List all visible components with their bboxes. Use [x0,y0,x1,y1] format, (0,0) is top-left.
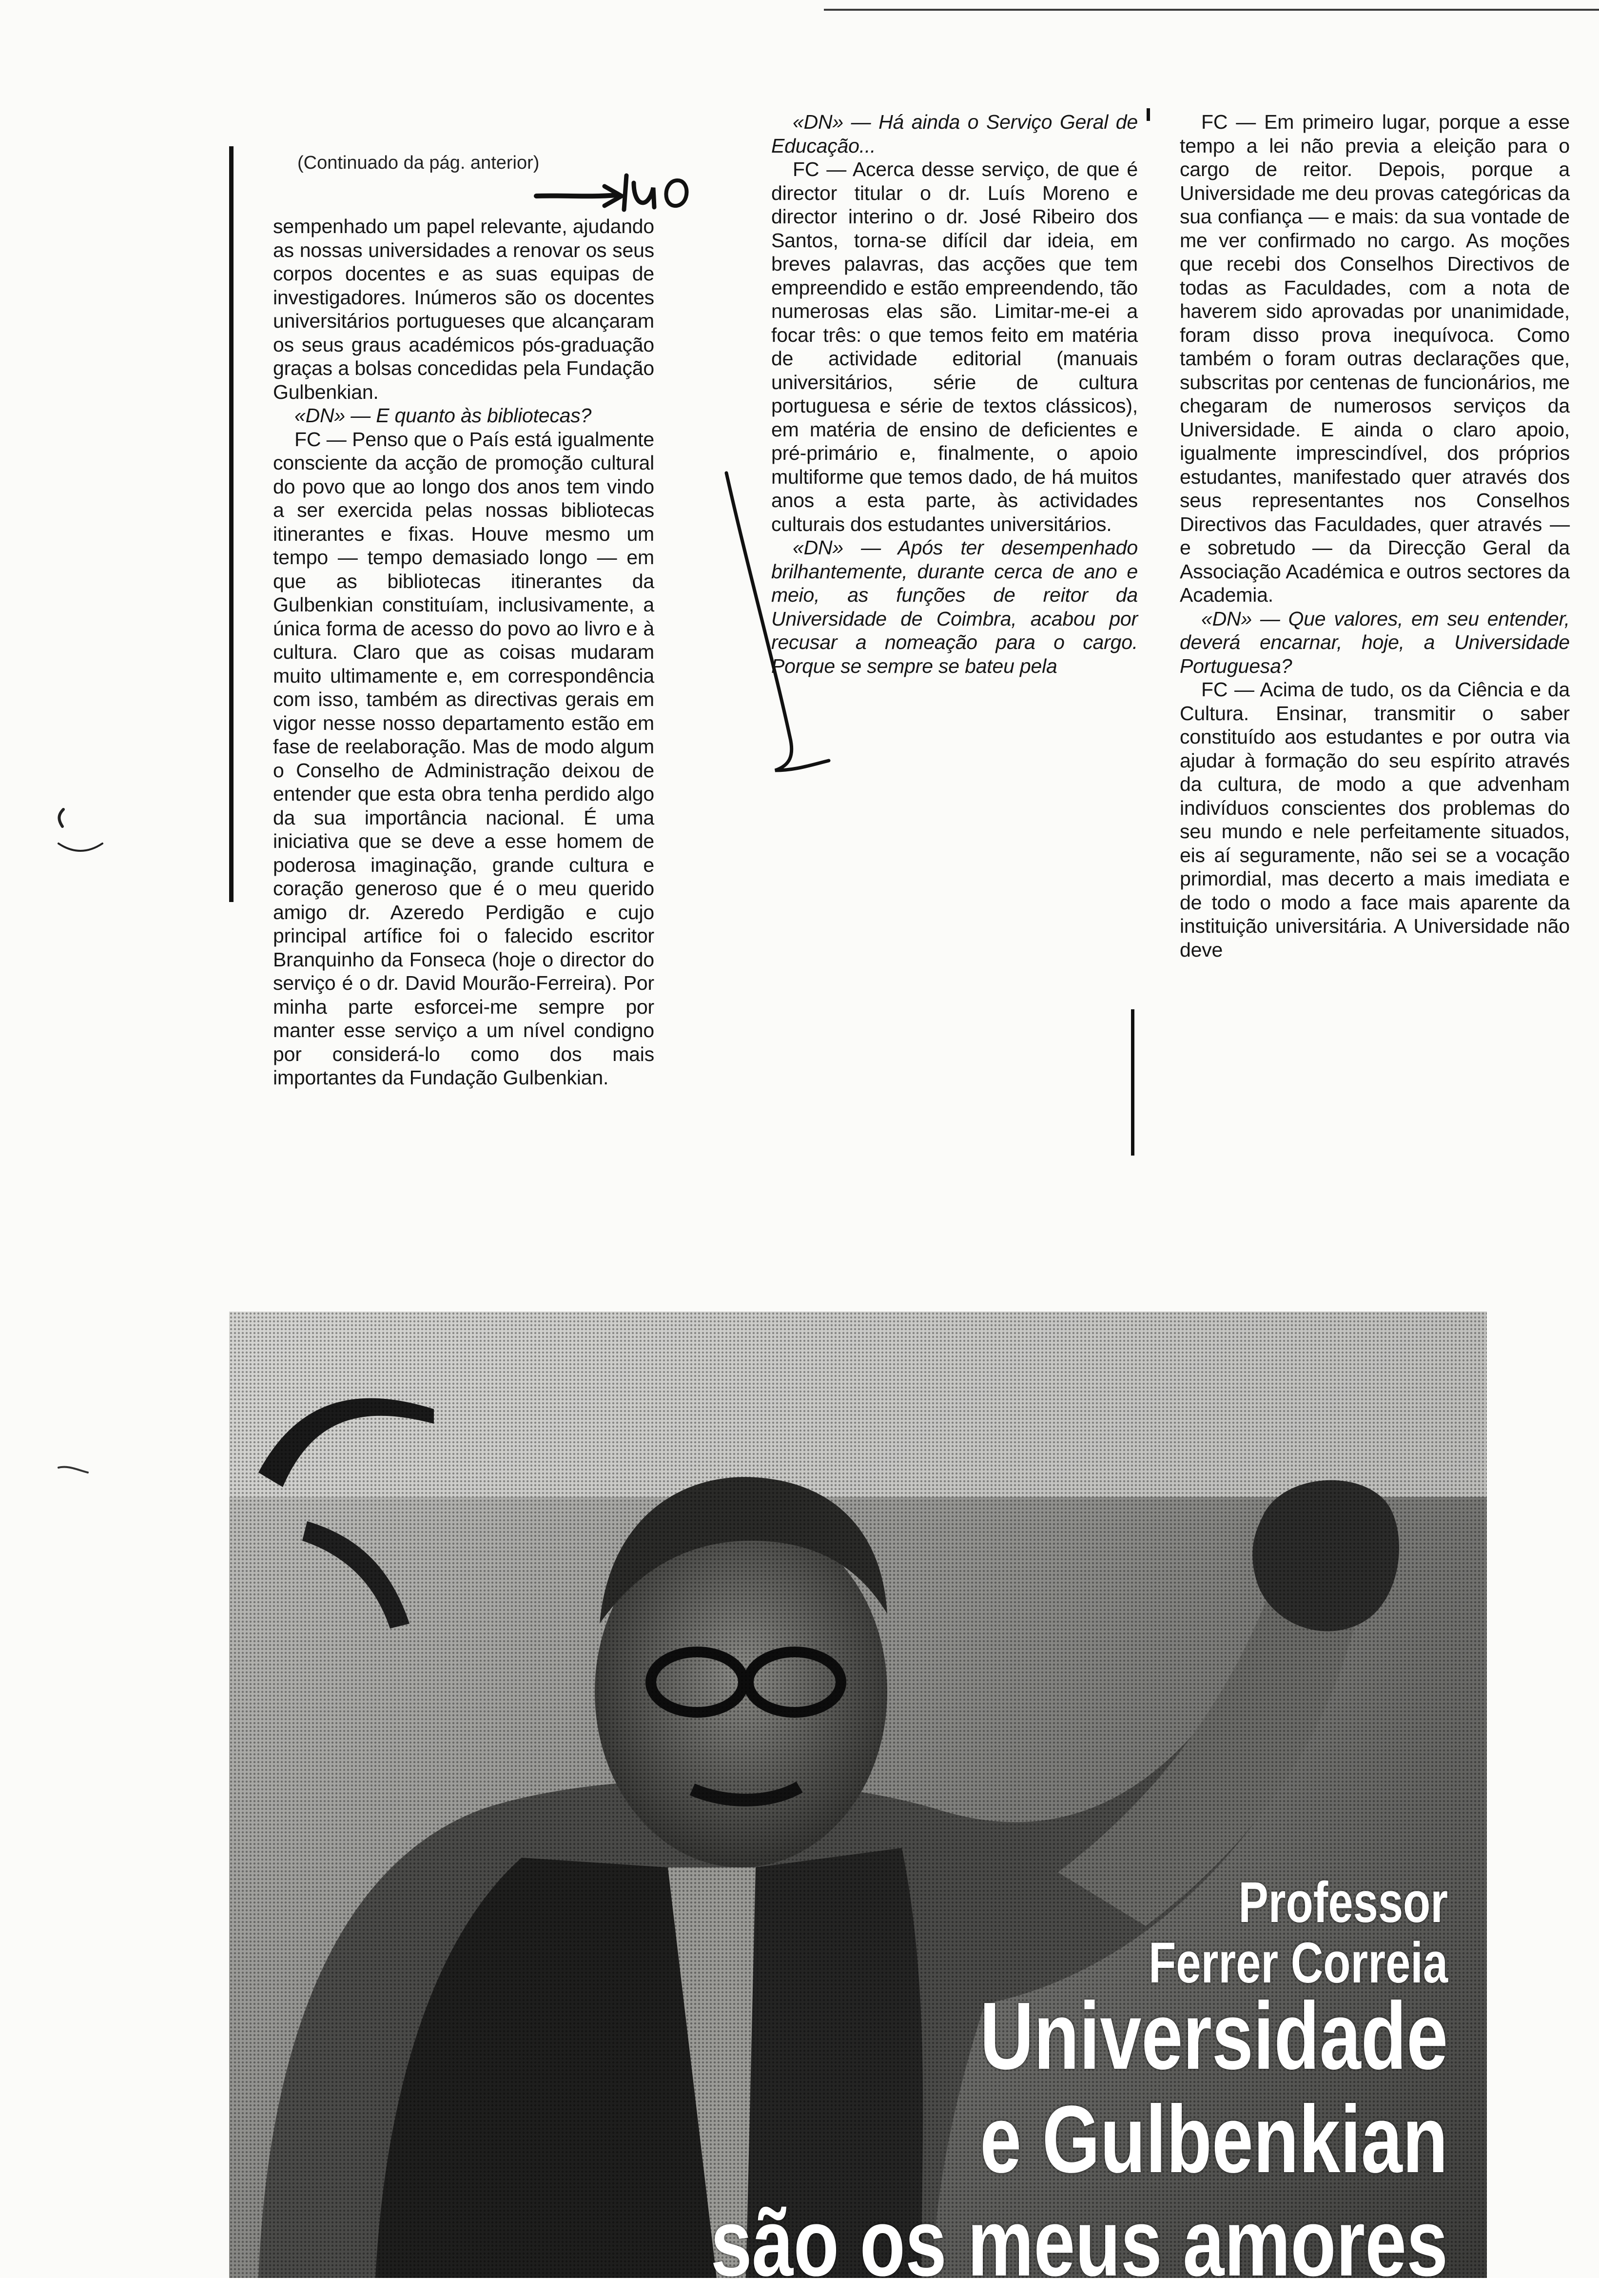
column1-question: «DN» — E quanto às bibliotecas? [294,404,592,427]
margin-stray-mark [54,1458,93,1482]
column2-paragraph: FC — Acerca desse serviço, de que é director titular o dr. Luís Moreno e director interino o dr. José Ribeiro dos Santos, torna-se difícil dar ideia, em breves palavras, das acções que tem empreendido e estão empreendendo, tão numerosas elas são. Limitar-me-ei a focar três: o que temos feito em matéria de actividade editorial (manuais universitários, série de cultura portuguesa e série de textos clássicos), em matéria de ensino de deficientes e pré-primário e, finalmente, o apoio multiforme que temos dado, de há muitos anos a esta parte, às actividades culturais dos estudantes universitários. [771,158,1138,535]
headline-title [710,1984,1448,2295]
kicker-line-professor: Professor [1238,1870,1448,1935]
left-column-rule [229,146,234,902]
kicker-line-name: Ferrer Correia [1149,1931,1448,1995]
margin-stray-mark [49,800,107,858]
column1-paragraph: FC — Penso que o País está igualmente consciente da acção de promoção cultural do povo que ao longo dos anos tem vindo a ser exercida pelas nossas bibliotecas itinerantes e fixas. Houve mesmo um tempo — tempo demasiado longo — em que as bibliotecas itinerantes da Gulbenkian constituíam, inclusivamente, a única forma de acesso do povo ao livro e à cultura. Claro que as coisas mudaram muito ultimamente e, em correspondência com isso, também as directivas gerais em vigor nesse nosso departamento estão em fase de reelaboração. Mas de modo algum o Conselho de Administração deixou de entender que esta obra tenha perdido algo da sua importância nacional. É uma iniciativa que se deve a esse homem de poderosa imaginação, grande cultura e coração generoso que é o meu querido amigo dr. Azeredo Perdigão e cujo principal artífice foi o falecido escritor Branquinho da Fonseca (hoje o director do serviço é o dr. David Mourão-Ferreira). Por minha parte esforcei-me sempre por manter esse serviço a um nível condigno por considerá-lo como dos mais importantes da Fundação Gulbenkian. [273,428,654,1089]
column3-paragraph: FC — Acima de tudo, os da Ciência e da Cultura. Ensinar, transmitir o saber constituído aos estudantes e por outra via ajudar à formação do seu espírito através da cultura, de modo a que advenham indivíduos conscientes dos problemas do seu mundo e nele perfeitamente situados, eis aí seguramente, não sei se a vocação primordial, mas decerto a mais imediata e de todo o modo a face mais aparente da instituição universitária. A Universidade não deve [1180,678,1570,961]
column3-paragraph: FC — Em primeiro lugar, porque a esse tempo a lei não previa a eleição para o cargo de reitor. Depois, porque a Universidade me deu provas categóricas da sua confiança — e mais: da sua vontade de me ver confirmado no cargo. As moções que recebi dos Conselhos Directivos de todas as Faculdades, com a nota de haverem sido aprovadas por unanimidade, foram disso prova inequívoca. Como também o foram outras declarações que, subscritas por centenas de funcionários, me chegaram de numerosos serviços da Universidade. E ainda o claro apoio, igualmente imprescindível, dos próprios estudantes, manifestado quer através dos seus representantes nos Conselhos Directivos das Faculdades, quer através — e sobretudo — da Direcção Geral da Associação Académica e outros sectores da Academia. [1180,111,1570,606]
article-column-1 [273,215,654,1090]
handwritten-bracket-mark [717,463,834,785]
top-edge-rule [824,9,1599,11]
headline-kicker [1149,1872,1448,1993]
title-line-2: e Gulbenkian [980,2086,1448,2193]
margin-tick-mark [1147,108,1150,121]
title-line-3: são os meus amores [710,2189,1448,2296]
column1-paragraph: sempenhado um papel relevante, ajudando as nossas universidades a renovar os seus corpos docentes e as suas equipas de investigadores. Inúmeros são os docentes universitários portugueses que alcançaram os seus graus académicos pós-graduação graças a bolsas concedidas pela Fundação Gulbenkian. [273,215,654,403]
column3-question: «DN» — Que valores, em seu entender, deverá encarnar, hoje, a Universidade Portuguesa? [1180,607,1570,677]
continued-from-previous-page-note: (Continuado da pág. anterior) [297,153,540,173]
right-column-rule [1131,1009,1134,1156]
title-line-1: Universidade [979,1982,1448,2089]
article-column-3 [1180,110,1570,962]
column2-question: «DN» — Após ter desempenhado brilhantemente, durante cerca de ano e meio, as funções de reitor da Universidade de Coimbra, acabou por recusar a nomeação para o cargo. Porque se sempre se bateu pela [771,536,1138,677]
column2-question: «DN» — Há ainda o Serviço Geral de Educação... [771,111,1138,157]
